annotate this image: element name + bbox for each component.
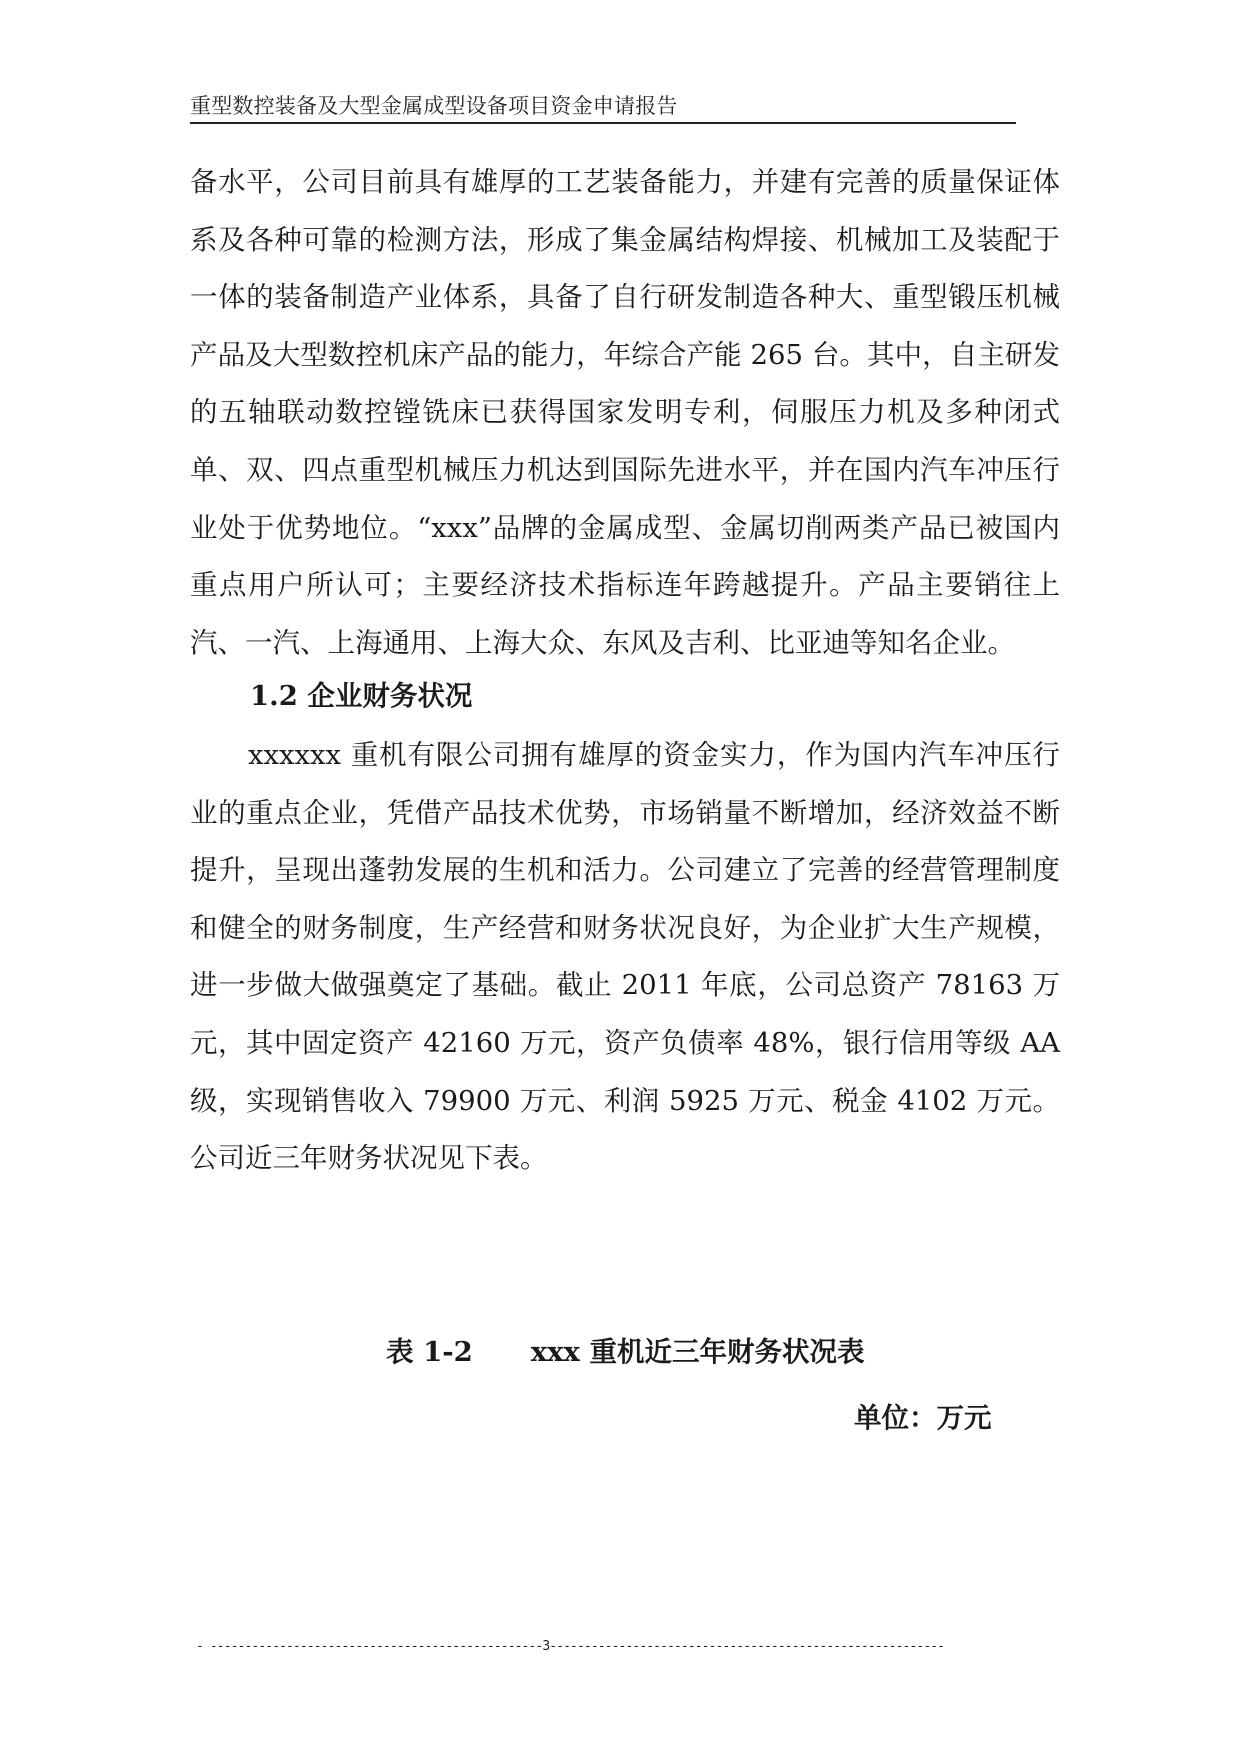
table-caption-number: 表 1-2 — [386, 1336, 473, 1368]
table-caption — [386, 1328, 865, 1376]
running-header — [190, 86, 1016, 124]
footer-rule-right: --------------------------------------------------------- — [549, 1639, 945, 1654]
body-paragraph-intro: 备水平，公司目前具有雄厚的工艺装备能力，并建有完善的质量保证体系及各种可靠的检测方法，形成了集金属结构焊接、机械加工及装配于一体的装备制造产业体系，具备了自行研发制造各种大、重型锻压机械产品及大型数控机床产品的能力，年综合产能 265 台。其中，自主研发的五轴联动数控镗铣床已获得国家发明专利，伺服压力机及多种闭式单、双、四点重型机械压力机达到国际先进水平，并在国内汽车冲压行业处于优势地位。“xxx”品牌的金属成型、金属切削两类产品已被国内重点用户所认可；主要经济技术指标连年跨越提升。产品主要销往上汽、一汽、上海通用、上海大众、东风及吉利、比亚迪等知名企业。 — [190, 166, 1060, 659]
document-title: 重型数控装备及大型金属成型设备项目资金申请报告 — [190, 94, 678, 118]
table-unit-label: 单位：万元 — [854, 1402, 992, 1434]
body-paragraph-finance: xxxxxx 重机有限公司拥有雄厚的资金实力，作为国内汽车冲压行业的重点企业，凭借产品技术优势，市场销量不断增加，经济效益不断提升，呈现出蓬勃发展的生机和活力。公司建立了完善的经营管理制度和健全的财务制度，生产经营和财务状况良好，为企业扩大生产规模，进一步做大做强奠定了基础。截止 2011 年底，公司总资产 78163 万元，其中固定资产 42160 万元，资产负债率 48%，银行信用等级 AA 级，实现销售收入 79900 万元、利润 5925 万元、税金 4102 万元。公司近三年财务状况见下表。 — [190, 739, 1069, 1175]
section-heading: 1.2 企业财务状况 — [250, 680, 473, 712]
footer-rule-left: - ------------------------------------------------ — [196, 1639, 543, 1654]
page-footer — [196, 1636, 1046, 1658]
table-caption-title: xxx 重机近三年财务状况表 — [530, 1336, 865, 1368]
page-number: 3 — [542, 1639, 550, 1654]
